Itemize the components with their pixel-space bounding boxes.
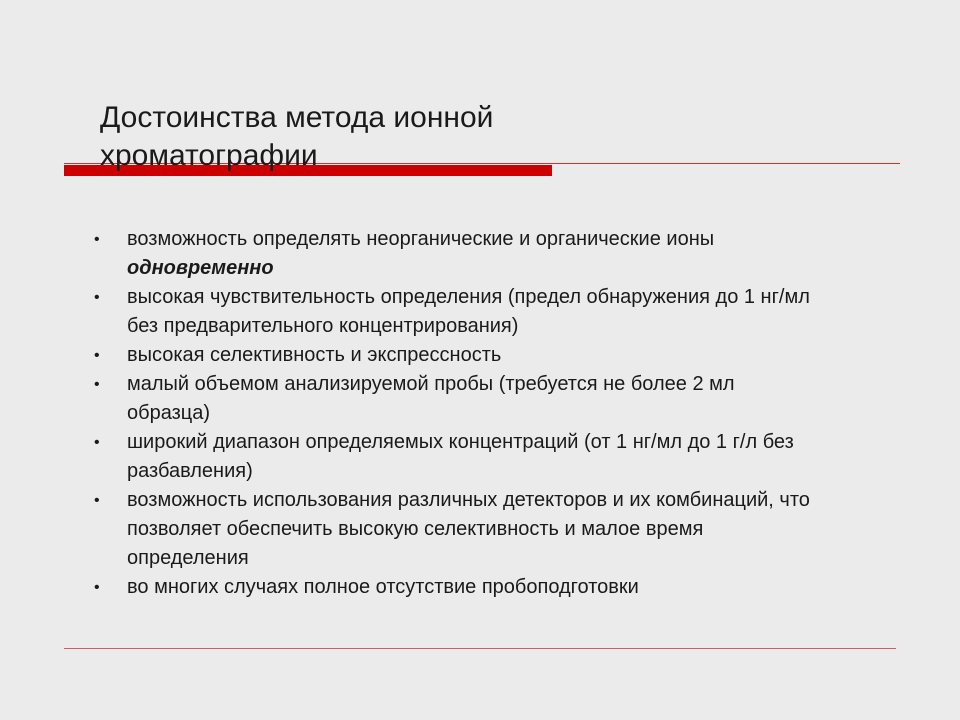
list-item-text: возможность использования различных детекторов и их комбинаций, что позволяет обеспечить высокую селективность и малое время определения	[127, 489, 810, 569]
slide-title-line-1: Достоинства метода ионной	[100, 101, 494, 134]
list-item-text: возможность определять неорганические и органические ионы	[127, 228, 715, 250]
list-item	[94, 225, 814, 283]
bullet-icon: •	[94, 434, 100, 451]
list-item-emphasis: одновременно	[127, 257, 274, 279]
slide-title	[100, 99, 620, 175]
list-item-text: широкий диапазон определяемых концентраций (от 1 нг/мл до 1 г/л без разбавления)	[127, 431, 794, 482]
list-item	[94, 428, 814, 486]
bullet-icon: •	[94, 289, 100, 306]
advantages-list	[94, 225, 814, 602]
list-item	[94, 573, 814, 602]
bullet-icon: •	[94, 376, 100, 393]
bullet-icon: •	[94, 579, 100, 596]
list-item	[94, 370, 814, 428]
list-item-text: во многих случаях полное отсутствие пробоподготовки	[127, 576, 639, 598]
footer-divider	[64, 648, 896, 649]
slide-title-line-2: хроматографии	[100, 139, 318, 172]
bullet-icon: •	[94, 231, 100, 248]
list-item	[94, 341, 814, 370]
list-item	[94, 283, 814, 341]
list-item	[94, 486, 814, 573]
bullet-icon: •	[94, 492, 100, 509]
bullet-icon: •	[94, 347, 100, 364]
list-item-text: высокая селективность и экспрессность	[127, 344, 502, 366]
list-item-text: малый объемом анализируемой пробы (требуется не более 2 мл образца)	[127, 373, 735, 424]
list-item-text: высокая чувствительность определения (предел обнаружения до 1 нг/мл без предварительного концентрирования)	[127, 286, 810, 337]
